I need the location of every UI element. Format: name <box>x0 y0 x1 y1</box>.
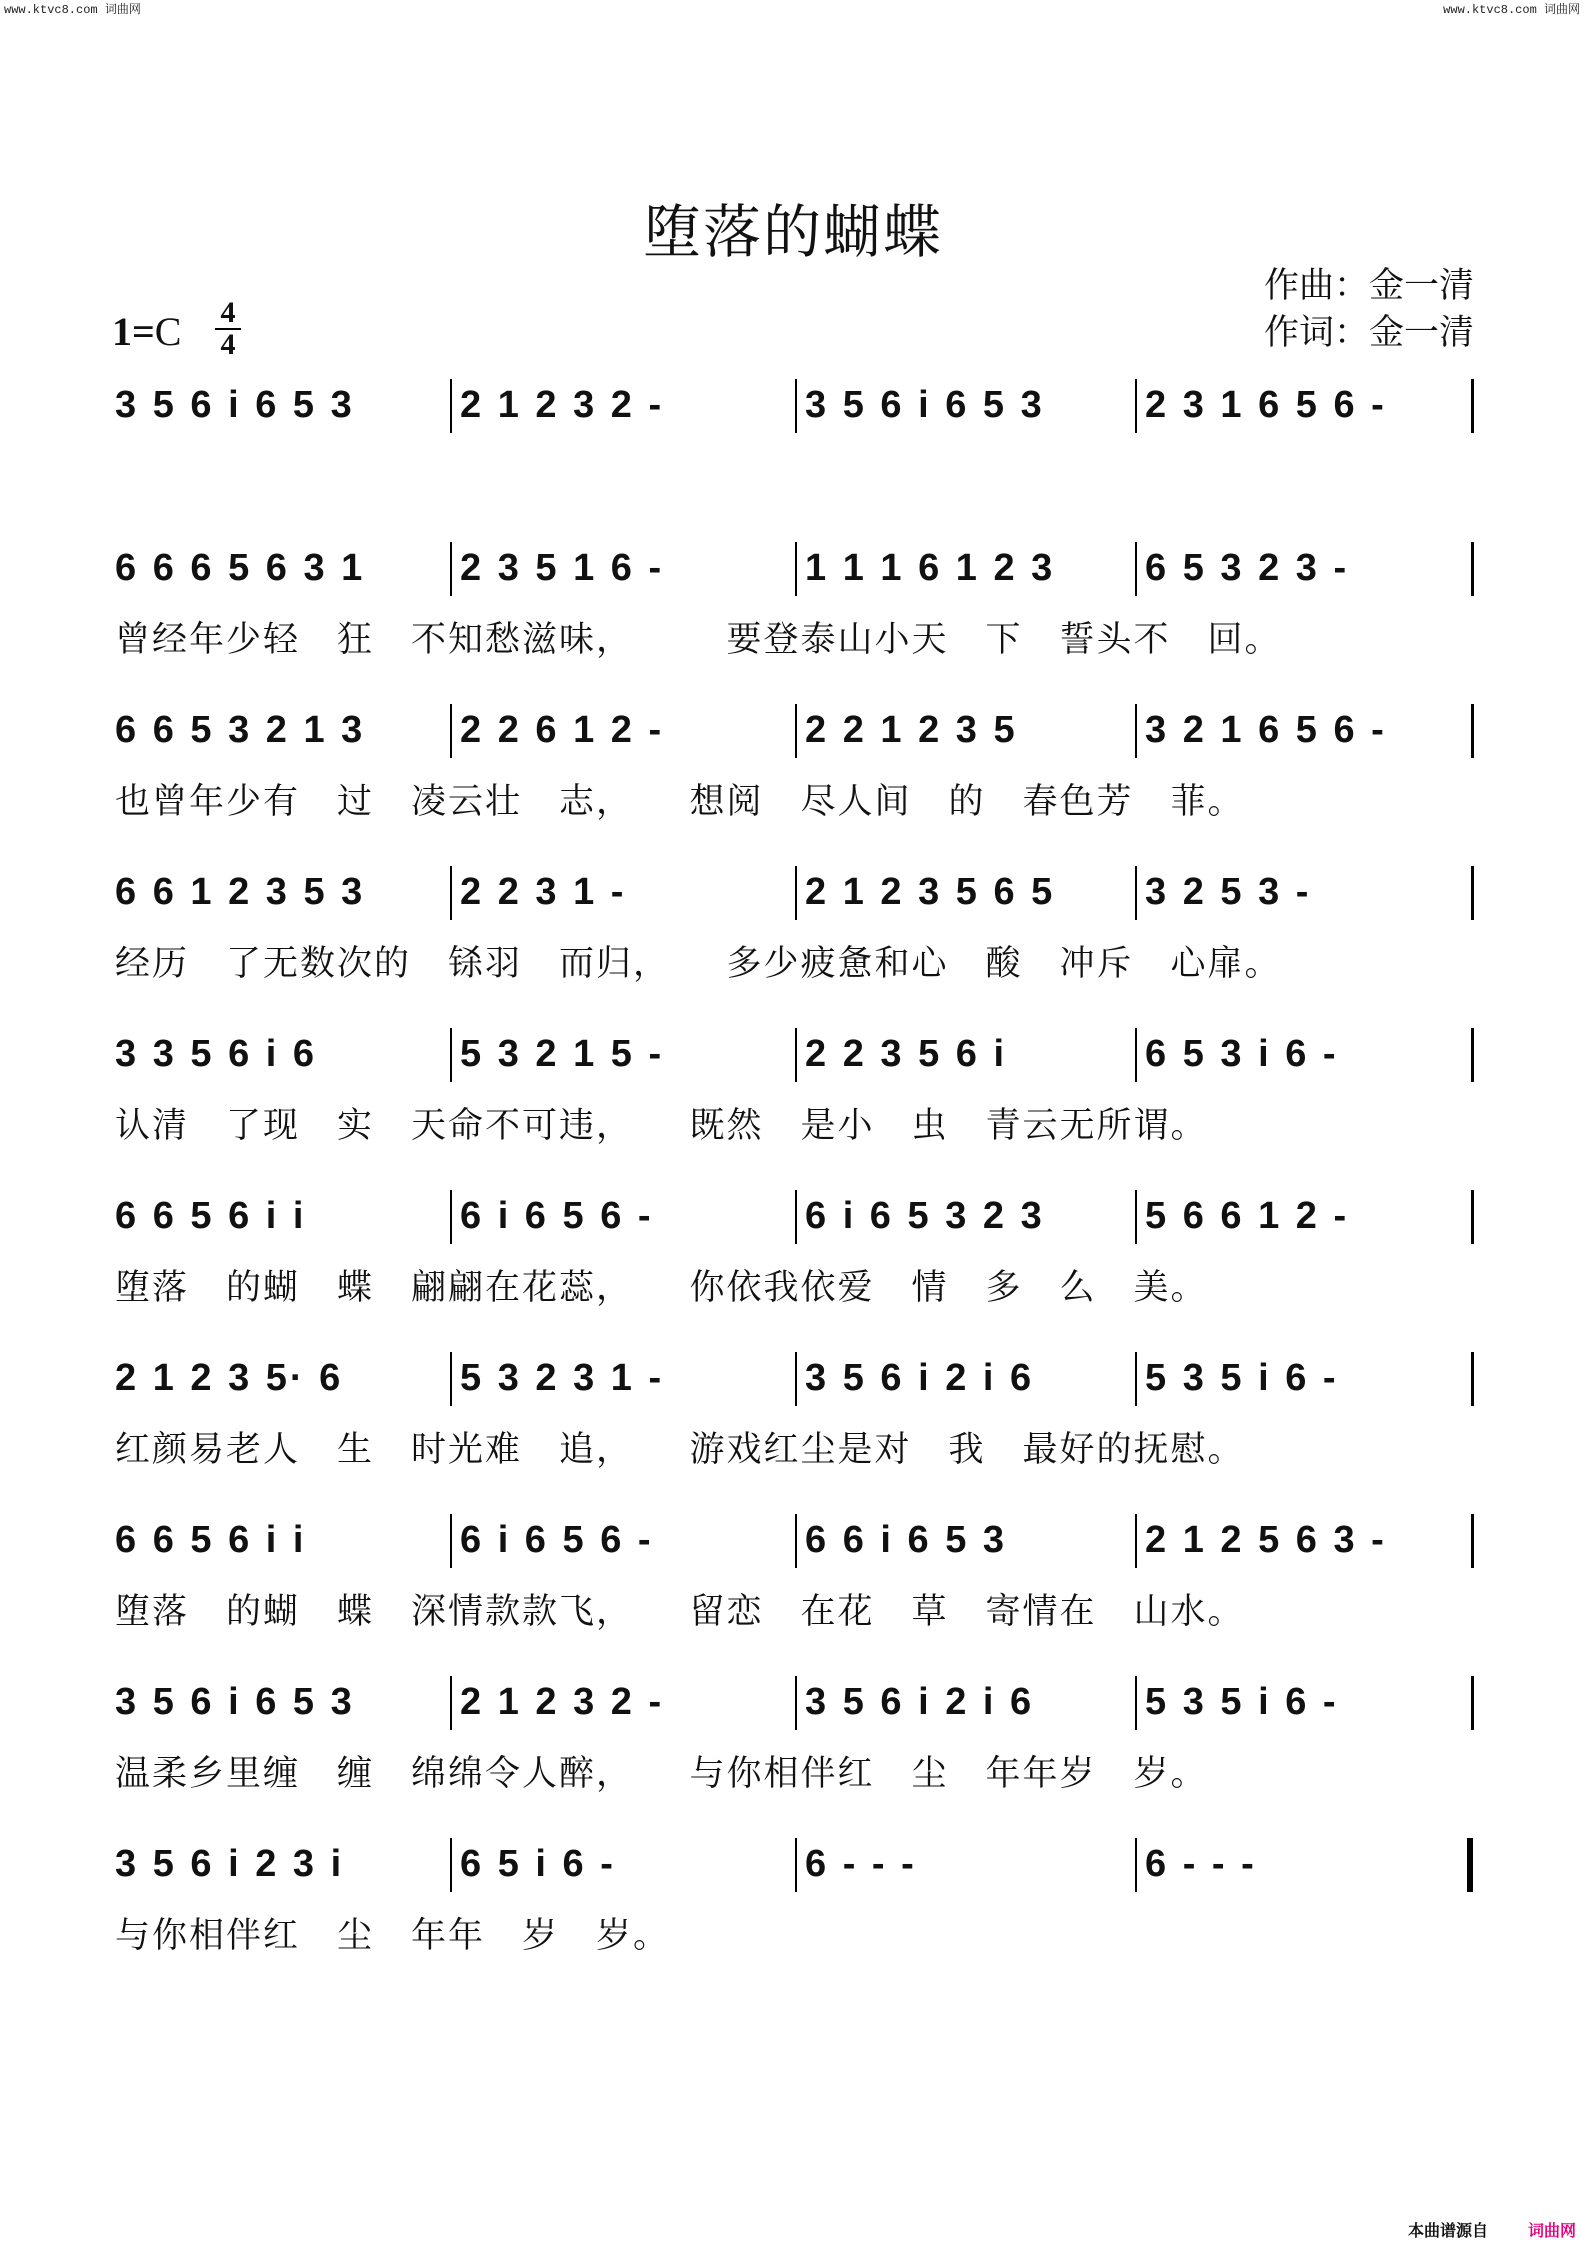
measure: 3 5 6 i 6 5 3 <box>805 384 1045 426</box>
measure: 2 1 2 3 5· 6 <box>115 1357 344 1399</box>
notes-line <box>115 375 1475 435</box>
lyrics-line: 也曾年少有 过 凌云壮 志， 想阅 尽人间 的 春色芳 菲。 <box>115 782 1245 822</box>
score-system <box>115 1834 1475 1954</box>
lyrics-line: 经历 了无数次的 铩羽 而归， 多少疲惫和心 酸 冲斥 心扉。 <box>115 944 1282 984</box>
score-system <box>115 1024 1475 1144</box>
measure: 1 1 1 6 1 2 3 <box>805 547 1056 589</box>
measure: 6 6 1 2 3 5 3 <box>115 871 366 913</box>
score-system <box>115 1510 1475 1630</box>
measure: 2 3 5 1 6 - <box>460 547 665 589</box>
barline <box>1471 379 1474 433</box>
lyrics-line: 认清 了现 实 天命不可违， 既然 是小 虫 青云无所谓。 <box>115 1106 1208 1146</box>
barline <box>795 542 797 596</box>
barline <box>795 1514 797 1568</box>
barline <box>450 704 452 758</box>
barline <box>450 1190 452 1244</box>
measure: 2 2 1 2 3 5 <box>805 709 1018 751</box>
measure: 3 5 6 i 2 3 i <box>115 1843 345 1885</box>
measure: 6 5 3 2 3 - <box>1145 547 1350 589</box>
time-signature-top: 4 <box>215 298 241 330</box>
measure: 6 6 5 6 i i <box>115 1195 307 1237</box>
notes-line <box>115 700 1475 760</box>
page-title: 堕落的蝴蝶 <box>642 198 943 266</box>
barline <box>1471 1190 1474 1244</box>
lyrics-line: 曾经年少轻 狂 不知愁滋味， 要登泰山小天 下 誓头不 回。 <box>115 620 1282 660</box>
measure: 2 1 2 3 2 - <box>460 1681 665 1723</box>
score-system <box>115 1186 1475 1306</box>
barline <box>1471 1352 1474 1406</box>
measure: 2 1 2 5 6 3 - <box>1145 1519 1387 1561</box>
notes-line <box>115 538 1475 598</box>
barline <box>450 379 452 433</box>
measure: 6 - - - <box>1145 1843 1257 1885</box>
barline <box>450 1352 452 1406</box>
notes-line <box>115 1024 1475 1084</box>
barline <box>1471 1676 1474 1730</box>
time-signature-bottom: 4 <box>220 328 236 361</box>
measure: 2 3 1 6 5 6 - <box>1145 384 1387 426</box>
measure: 3 5 6 i 6 5 3 <box>115 1681 355 1723</box>
notes-line <box>115 1672 1475 1732</box>
barline <box>795 1838 797 1892</box>
barline <box>1135 1838 1137 1892</box>
measure: 3 5 6 i 6 5 3 <box>115 384 355 426</box>
measure: 6 6 i 6 5 3 <box>805 1519 1008 1561</box>
barline <box>1471 866 1474 920</box>
footer <box>1408 2218 1576 2241</box>
measure: 6 - - - <box>805 1843 917 1885</box>
score-system <box>115 862 1475 982</box>
notes-line <box>115 1510 1475 1570</box>
barline <box>1135 866 1137 920</box>
measure: 5 3 5 i 6 - <box>1145 1681 1339 1723</box>
composer-credit: 作曲：金一清 <box>1263 266 1474 306</box>
barline <box>450 542 452 596</box>
barline <box>1135 1676 1137 1730</box>
barline <box>1135 1190 1137 1244</box>
barline <box>1471 1028 1474 1082</box>
measure: 6 i 6 5 3 2 3 <box>805 1195 1045 1237</box>
barline <box>1135 542 1137 596</box>
measure: 2 2 3 1 - <box>460 871 627 913</box>
lyrics-line: 红颜易老人 生 时光难 追， 游戏红尘是对 我 最好的抚慰。 <box>115 1430 1245 1470</box>
barline <box>1471 704 1474 758</box>
footer-source: 本曲谱源自 <box>1407 2221 1488 2240</box>
barline <box>1471 542 1474 596</box>
measure: 3 2 1 6 5 6 - <box>1145 709 1387 751</box>
barline <box>795 1676 797 1730</box>
measure: 3 5 6 i 2 i 6 <box>805 1681 1035 1723</box>
measure: 3 5 6 i 2 i 6 <box>805 1357 1035 1399</box>
measure: 5 6 6 1 2 - <box>1145 1195 1350 1237</box>
score-system <box>115 375 1475 495</box>
barline <box>795 704 797 758</box>
measure: 5 3 2 3 1 - <box>460 1357 665 1399</box>
barline <box>1135 1514 1137 1568</box>
measure: 2 2 3 5 6 i <box>805 1033 1008 1075</box>
time-signature <box>215 298 241 360</box>
measure: 6 5 3 i 6 - <box>1145 1033 1339 1075</box>
barline <box>1135 379 1137 433</box>
notes-line <box>115 1348 1475 1408</box>
barline <box>795 379 797 433</box>
key-tonic: 1= <box>112 309 155 354</box>
key-note: C <box>154 309 182 354</box>
score-system <box>115 1672 1475 1792</box>
score-system <box>115 700 1475 820</box>
measure: 6 6 5 3 2 1 3 <box>115 709 366 751</box>
measure: 6 6 6 5 6 3 1 <box>115 547 366 589</box>
lyricist-credit: 作词：金一清 <box>1263 313 1474 353</box>
header-left-watermark: www.ktvc8.com 词曲网 <box>4 3 141 17</box>
measure: 6 i 6 5 6 - <box>460 1195 654 1237</box>
barline <box>1471 1514 1474 1568</box>
measure: 6 5 i 6 - <box>460 1843 616 1885</box>
measure: 2 1 2 3 2 - <box>460 384 665 426</box>
barline <box>450 1676 452 1730</box>
header-right-watermark: www.ktvc8.com 词曲网 <box>1443 3 1580 17</box>
barline <box>795 1028 797 1082</box>
key-signature <box>112 308 181 355</box>
lyrics-line: 堕落 的蝴 蝶 深情款款飞， 留恋 在花 草 寄情在 山水。 <box>115 1592 1245 1632</box>
lyrics-line: 与你相伴红 尘 年年 岁 岁。 <box>115 1916 671 1956</box>
lyrics-line: 堕落 的蝴 蝶 翩翩在花蕊， 你依我依爱 情 多 么 美。 <box>115 1268 1208 1308</box>
barline <box>1135 1028 1137 1082</box>
barline <box>795 1352 797 1406</box>
notes-line <box>115 862 1475 922</box>
measure: 5 3 2 1 5 - <box>460 1033 665 1075</box>
measure: 2 2 6 1 2 - <box>460 709 665 751</box>
lyrics-line: 温柔乡里缠 缠 绵绵令人醉， 与你相伴红 尘 年年岁 岁。 <box>115 1754 1208 1794</box>
barline <box>450 1514 452 1568</box>
lyrics-line <box>115 449 1475 495</box>
measure: 6 6 5 6 i i <box>115 1519 307 1561</box>
notes-line <box>115 1834 1475 1894</box>
score-system <box>115 538 1475 658</box>
notes-line <box>115 1186 1475 1246</box>
measure: 3 3 5 6 i 6 <box>115 1033 318 1075</box>
barline <box>795 866 797 920</box>
measure: 3 2 5 3 - <box>1145 871 1312 913</box>
measure: 2 1 2 3 5 6 5 <box>805 871 1056 913</box>
measure: 6 i 6 5 6 - <box>460 1519 654 1561</box>
barline <box>450 1028 452 1082</box>
final-barline <box>1467 1838 1473 1892</box>
barline <box>795 1190 797 1244</box>
measure: 5 3 5 i 6 - <box>1145 1357 1339 1399</box>
score-system <box>115 1348 1475 1468</box>
barline <box>450 1838 452 1892</box>
barline <box>450 866 452 920</box>
footer-site: 词曲网 <box>1527 2221 1576 2240</box>
barline <box>1135 1352 1137 1406</box>
barline <box>1135 704 1137 758</box>
